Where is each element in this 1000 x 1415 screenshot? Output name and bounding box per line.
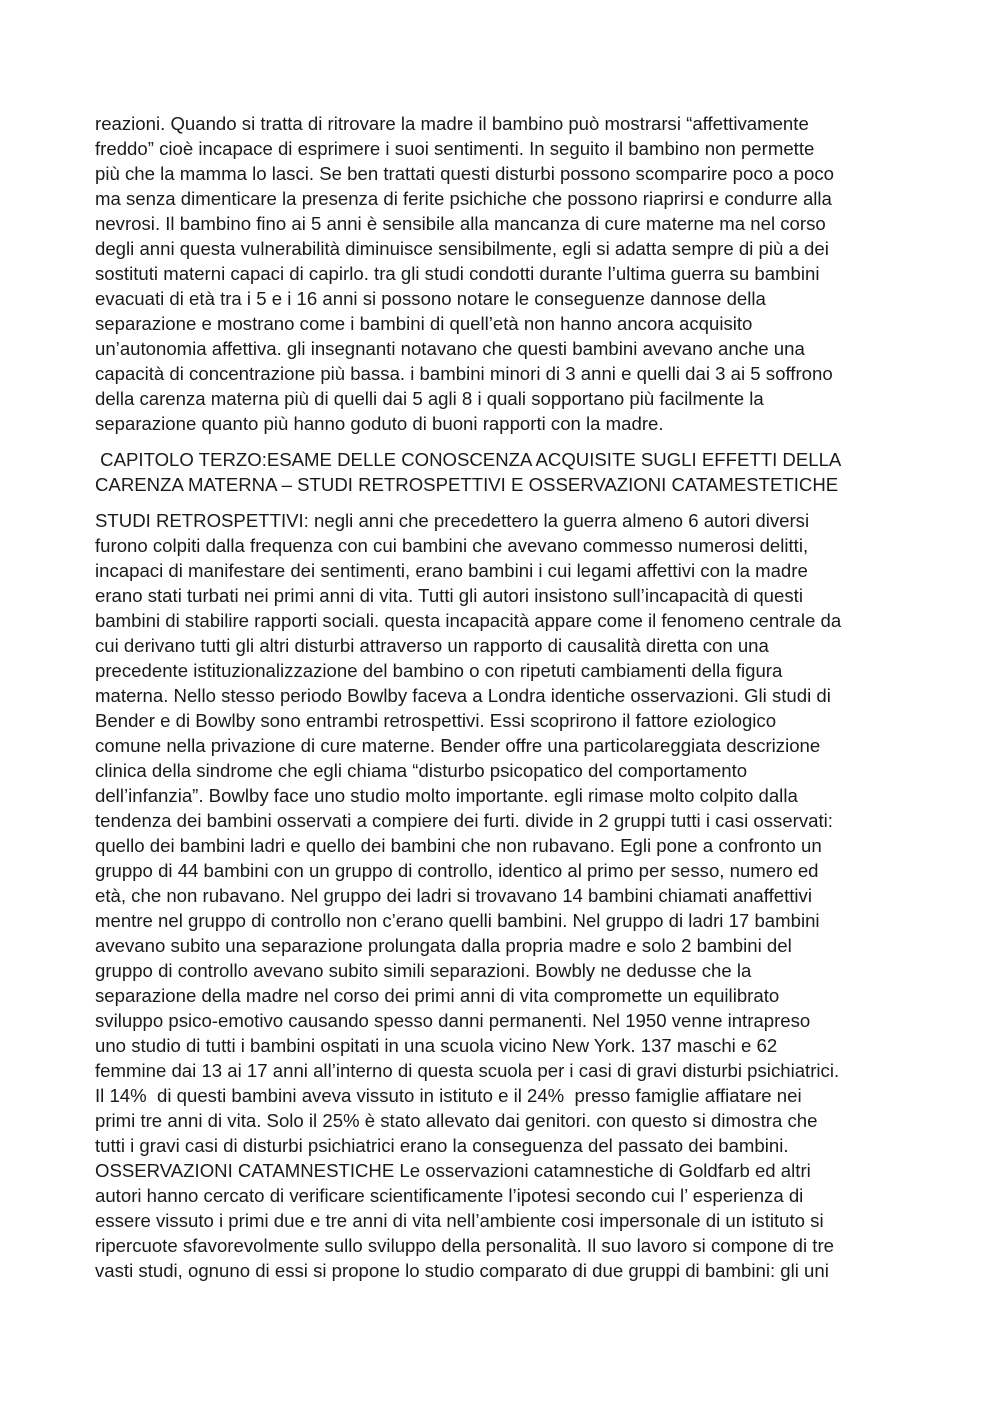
text-line: materna. Nello stesso periodo Bowlby faceva a Londra identiche osservazioni. Gli studi di bbox=[95, 685, 831, 706]
heading-line: CARENZA MATERNA – STUDI RETROSPETTIVI E OSSERVAZIONI CATAMESTETICHE bbox=[95, 474, 839, 495]
text-line: reazioni. Quando si tratta di ritrovare la madre il bambino può mostrarsi “affettivamente bbox=[95, 113, 809, 134]
text-line: OSSERVAZIONI CATAMNESTICHE Le osservazioni catamnestiche di Goldfarb ed altri bbox=[95, 1160, 811, 1181]
text-line: un’autonomia affettiva. gli insegnanti notavano che questi bambini avevano anche una bbox=[95, 338, 805, 359]
text-line: avevano subito una separazione prolungata dalla propria madre e solo 2 bambini del bbox=[95, 935, 792, 956]
text-line: comune nella privazione di cure materne. Bender offre una particolareggiata descrizione bbox=[95, 735, 821, 756]
text-line: clinica della sindrome che egli chiama “disturbo psicopatico del comportamento bbox=[95, 760, 748, 781]
text-line: precedente istituzionalizzazione del bambino o con ripetuti cambiamenti della figura bbox=[95, 660, 783, 681]
text-line: separazione e mostrano come i bambini di quell’età non hanno ancora acquisito bbox=[95, 313, 753, 334]
text-line: femmine dai 13 ai 17 anni all’interno di questa scuola per i casi di gravi disturbi psichiatrici. bbox=[95, 1060, 840, 1081]
heading-line: CAPITOLO TERZO:ESAME DELLE CONOSCENZA ACQUISITE SUGLI EFFETTI DELLA bbox=[95, 449, 842, 470]
text-line: Bender e di Bowlby sono entrambi retrospettivi. Essi scoprirono il fattore eziologico bbox=[95, 710, 777, 731]
text-line: incapaci di manifestare dei sentimenti, erano bambini i cui legami affettivi con la madre bbox=[95, 560, 808, 581]
text-line: tutti i gravi casi di disturbi psichiatrici erano la conseguenza del passato dei bambini. bbox=[95, 1135, 789, 1156]
text-line: gruppo di 44 bambini con un gruppo di controllo, identico al primo per sesso, numero ed bbox=[95, 860, 819, 881]
text-line: degli anni questa vulnerabilità diminuisce sensibilmente, egli si adatta sempre di più a dei bbox=[95, 238, 829, 259]
paragraph-spacer bbox=[95, 497, 910, 508]
text-line: bambini di stabilire rapporti sociali. questa incapacità appare come il fenomeno centrale da bbox=[95, 610, 842, 631]
text-line: furono colpiti dalla frequenza con cui bambini che avevano commesso numerosi delitti, bbox=[95, 535, 809, 556]
text-line: separazione della madre nel corso dei primi anni di vita compromette un equilibrato bbox=[95, 985, 780, 1006]
paragraph-spacer bbox=[95, 436, 910, 447]
text-line: erano stati turbati nei primi anni di vita. Tutti gli autori insistono sull’incapacità di questi bbox=[95, 585, 803, 606]
text-line: vasti studi, ognuno di essi si propone lo studio comparato di due gruppi di bambini: gli uni bbox=[95, 1260, 829, 1281]
text-line: mentre nel gruppo di controllo non c’erano quelli bambini. Nel gruppo di ladri 17 bambini bbox=[95, 910, 820, 931]
text-line: sostituti materni capaci di capirlo. tra gli studi condotti durante l’ultima guerra su bambini bbox=[95, 263, 820, 284]
text-line: autori hanno cercato di verificare scientificamente l’ipotesi secondo cui l’ esperienza di bbox=[95, 1185, 804, 1206]
text-line: della carenza materna più di quelli dai 5 agli 8 i quali sopportano più facilmente la bbox=[95, 388, 764, 409]
text-line: evacuati di età tra i 5 e i 16 anni si possono notare le conseguenze dannose della bbox=[95, 288, 766, 309]
document-page bbox=[95, 111, 910, 1283]
paragraph-studies bbox=[95, 508, 910, 1283]
text-line: età, che non rubavano. Nel gruppo dei ladri si trovavano 14 bambini chiamati anaffettivi bbox=[95, 885, 812, 906]
text-line: quello dei bambini ladri e quello dei bambini che non rubavano. Egli pone a confronto un bbox=[95, 835, 822, 856]
text-line: nevrosi. Il bambino fino ai 5 anni è sensibile alla mancanza di cure materne ma nel corso bbox=[95, 213, 826, 234]
text-line: uno studio di tutti i bambini ospitati in una scuola vicino New York. 137 maschi e 62 bbox=[95, 1035, 778, 1056]
text-line: dell’infanzia”. Bowlby face uno studio molto importante. egli rimase molto colpito dalla bbox=[95, 785, 798, 806]
text-line: primi tre anni di vita. Solo il 25% è stato allevato dai genitori. con questo si dimostra che bbox=[95, 1110, 818, 1131]
text-line: separazione quanto più hanno goduto di buoni rapporti con la madre. bbox=[95, 413, 664, 434]
text-line: ma senza dimenticare la presenza di ferite psichiche che possono riaprirsi e condurre alla bbox=[95, 188, 832, 209]
text-line: più che la mamma lo lasci. Se ben trattati questi disturbi possono scomparire poco a poco bbox=[95, 163, 834, 184]
text-line: cui derivano tutti gli altri disturbi attraverso un rapporto di causalità diretta con una bbox=[95, 635, 769, 656]
paragraph-intro bbox=[95, 111, 910, 436]
text-line: freddo” cioè incapace di esprimere i suoi sentimenti. In seguito il bambino non permette bbox=[95, 138, 815, 159]
text-line: essere vissuto i primi due e tre anni di vita nell’ambiente cosi impersonale di un istituto si bbox=[95, 1210, 824, 1231]
text-line: gruppo di controllo avevano subito simili separazioni. Bowbly ne dedusse che la bbox=[95, 960, 752, 981]
text-line: sviluppo psico-emotivo causando spesso danni permanenti. Nel 1950 venne intrapreso bbox=[95, 1010, 811, 1031]
text-line: tendenza dei bambini osservati a compiere dei furti. divide in 2 gruppi tutti i casi osservati: bbox=[95, 810, 833, 831]
text-line: capacità di concentrazione più bassa. i bambini minori di 3 anni e quelli dai 3 ai 5 soffrono bbox=[95, 363, 833, 384]
text-line: STUDI RETROSPETTIVI: negli anni che precedettero la guerra almeno 6 autori diversi bbox=[95, 510, 810, 531]
text-line: ripercuote sfavorevolmente sullo sviluppo della personalità. Il suo lavoro si compone di tre bbox=[95, 1235, 834, 1256]
chapter-heading bbox=[95, 447, 910, 497]
text-line: Il 14% di questi bambini aveva vissuto in istituto e il 24% presso famiglie affiatare nei bbox=[95, 1085, 802, 1106]
